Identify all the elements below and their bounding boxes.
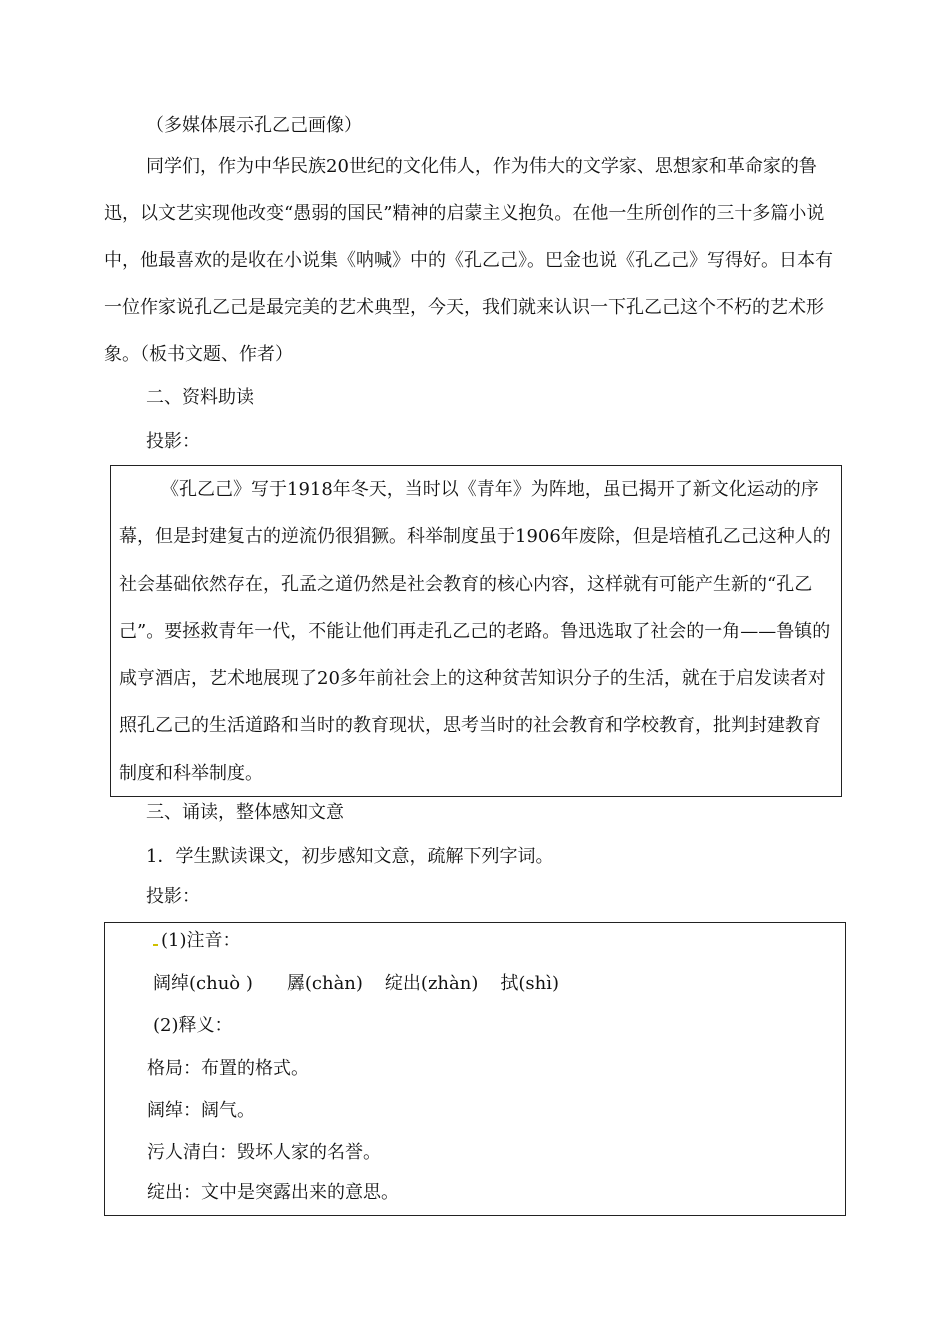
pronunciation-item: 阔绰(chuò ) — [153, 973, 253, 994]
definition-item: 污人清白：毁坏人家的名誉。 — [147, 1142, 381, 1163]
intro-paragraph: 同学们，作为中华民族20世纪的文化伟人，作为伟大的文学家、思想家和革命家的鲁迅，以文艺实现他改变“愚弱的国民”精神的启蒙主义抱负。在他一生所创作的三十多篇小说中，他最喜欢的是收在小说集《呐喊》中的《孔乙己》。巴金也说《孔乙己》写得好。日本有一位作家说孔乙己是最完美的艺术典型，今天，我们就来认识一下孔乙己这个不朽的艺术形象。（板书文题、作者） — [104, 156, 833, 365]
highlight-mark — [153, 944, 158, 946]
reference-box — [110, 465, 842, 797]
reference-text: 《孔乙己》写于1918年冬天，当时以《青年》为阵地，虽已揭开了新文化运动的序幕，但是封建复古的逆流仍很猖獗。科举制度虽于1906年废除，但是培植孔乙己这种人的社会基础依然存在，孔孟之道仍然是社会教育的核心内容，这样就有可能产生新的“孔乙己”。要拯救青年一代，不能让他们再走孔乙己的老路。鲁迅选取了社会的一角——鲁镇的咸亨酒店，艺术地展现了20多年前社会上的这种贫苦知识分子的生活，就在于启发读者对照孔乙己的生活道路和当时的教育现状，思考当时的社会教育和学校教育，批判封建教育制度和科举制度。 — [119, 479, 831, 784]
definition-item: 格局：布置的格式。 — [147, 1058, 309, 1079]
definition-item: 阔绰：阔气。 — [147, 1100, 255, 1121]
vocabulary-box — [104, 922, 846, 1216]
definition-heading: (2)释义： — [153, 1015, 233, 1036]
item-1: 1．学生默读课文，初步感知文意，疏解下列字词。 — [146, 846, 554, 867]
projection-label-1: 投影： — [146, 431, 200, 452]
pronunciation-heading-row — [153, 929, 241, 953]
section-heading-2: 二、资料助读 — [146, 387, 254, 408]
definition-item: 绽出：文中是突露出来的意思。 — [147, 1182, 399, 1203]
section-heading-3: 三、诵读，整体感知文意 — [146, 802, 344, 823]
pronunciation-heading: (1)注音： — [161, 930, 241, 951]
projection-label-2: 投影： — [146, 886, 200, 907]
pronunciation-item: 绽出(zhàn) — [384, 973, 479, 994]
pronunciation-item: 拭(shì) — [500, 973, 560, 994]
caption-multimedia: （多媒体展示孔乙己画像） — [146, 115, 362, 136]
pronunciation-item: 羼(chàn) — [286, 973, 363, 994]
pronunciation-row — [153, 972, 559, 996]
